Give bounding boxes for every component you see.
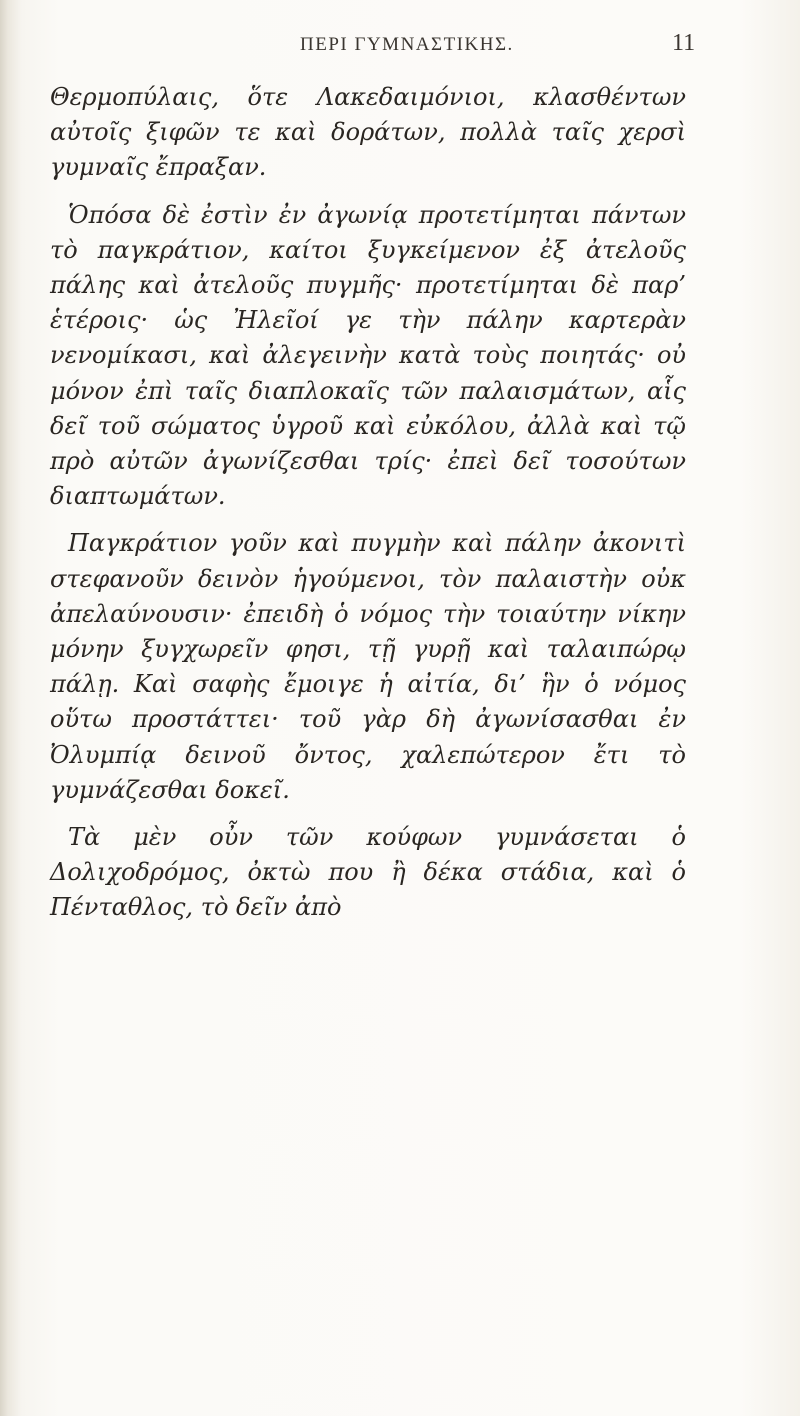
page-header	[0, 28, 800, 68]
body-text	[50, 80, 686, 926]
paragraph-3: Παγκράτιον γοῦν καὶ πυγμὴν καὶ πάλην ἀκονιτὶ στεφανοῦν δεινὸν ἡγούμενοι, τὸν παλαιστὴν οὐκ ἀπελαύνουσιν· ἐπειδὴ ὁ νόμος τὴν τοιαύτην νίκην μόνην ξυγχωρεῖν φησι, τῇ γυρῇ καὶ ταλαιπώρῳ πάλῃ. Καὶ σαφὴς ἔμοιγε ἡ αἰτία, δι’ ἣν ὁ νόμος οὕτω προστάττει· τοῦ γὰρ δὴ ἀγωνίσασθαι ἐν Ὀλυμπίᾳ δεινοῦ ὄντος, χαλεπώτερον ἔτι τὸ γυμνάζεσθαι δοκεῖ.	[50, 529, 686, 804]
paragraph-1: Θερμοπύλαις, ὅτε Λακεδαιμόνιοι, κλασθέντων αὐτοῖς ξιφῶν τε καὶ δοράτων, πολλὰ ταῖς χερσὶ γυμναῖς ἔπραξαν.	[50, 83, 686, 182]
paragraph-4: Τὰ μὲν οὖν τῶν κούφων γυμνάσεται ὁ Δολιχοδρόμος, ὀκτὼ που ἢ δέκα στάδια, καὶ ὁ Πένταθλος, τὸ δεῖν ἀπὸ	[50, 823, 686, 922]
page-number: 11	[672, 30, 696, 56]
paragraph-2: Ὁπόσα δὲ ἐστὶν ἐν ἀγωνίᾳ προτετίμηται πάντων τὸ παγκράτιον, καίτοι ξυγκείμενον ἐξ ἀτελοῦς πάλης καὶ ἀτελοῦς πυγμῆς· προτετίμηται δὲ παρ’ ἑτέροις· ὡς Ἠλεῖοί γε τὴν πάλην καρτερὰν νενομίκασι, καὶ ἀλεγεινὴν κατὰ τοὺς ποιητάς· οὐ μόνον ἐπὶ ταῖς διαπλοκαῖς τῶν παλαισμάτων, αἷς δεῖ τοῦ σώματος ὑγροῦ καὶ εὐκόλου, ἀλλὰ καὶ τῷ πρὸ αὐτῶν ἀγωνίζεσθαι τρίς· ἐπεὶ δεῖ τοσούτων διαπτωμάτων.	[50, 200, 686, 511]
running-head: ΠΕΡΙ ΓΥΜΝΑΣΤΙΚΗΣ.	[300, 34, 514, 55]
